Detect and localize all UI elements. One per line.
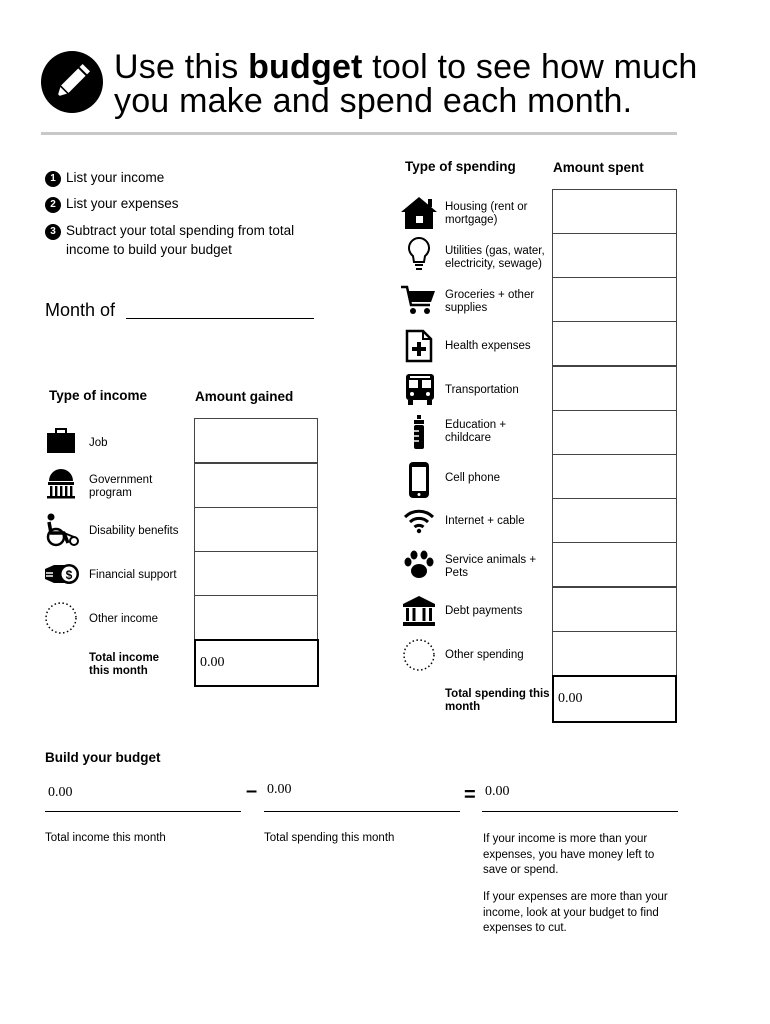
spending-label-transportation: Transportation [445, 384, 519, 396]
spending-label-pets: Service animals + Pets [445, 554, 537, 579]
wifi-icon [403, 508, 435, 534]
budget-income-value[interactable]: 0.00 [48, 785, 73, 800]
page-title: Use this budget tool to see how much you make and spend each month. [114, 48, 698, 120]
step-1: 1 List your income [45, 168, 320, 187]
shopping-cart-icon [400, 285, 436, 317]
bank-icon [402, 595, 436, 627]
income-amount-government[interactable] [194, 463, 318, 508]
spending-label-other: Other spending [445, 649, 524, 661]
spending-label-utilities: Utilities (gas, water, electricity, sewage) [445, 245, 545, 270]
spending-amount-transportation[interactable] [552, 366, 677, 411]
spending-amount-housing[interactable] [552, 189, 677, 234]
budget-spending-value[interactable]: 0.00 [267, 782, 292, 797]
hand-money-icon [44, 561, 80, 587]
spending-amount-header: Amount spent [553, 160, 644, 175]
spending-amount-groceries[interactable] [552, 277, 677, 322]
spending-label-groceries: Groceries + other supplies [445, 289, 535, 314]
budget-spending-line [264, 811, 460, 812]
budget-note-deficit: If your expenses are more than your income, look at your budget to find expenses to cut. [483, 891, 668, 934]
spending-amount-other[interactable] [552, 631, 677, 676]
income-amount-header: Amount gained [195, 389, 294, 404]
dotted-circle-icon [402, 638, 436, 672]
income-total-box[interactable]: 0.00 [194, 639, 319, 687]
income-label-disability: Disability benefits [89, 525, 179, 537]
step-2: 2 List your expenses [45, 194, 320, 213]
month-of-label: Month of [45, 300, 116, 320]
income-amount-financial-support[interactable] [194, 551, 318, 596]
lightbulb-icon [407, 236, 431, 272]
cell-phone-icon [407, 461, 431, 499]
spending-amount-pets[interactable] [552, 542, 677, 587]
budget-title: Build your budget [45, 750, 161, 765]
bus-icon [404, 372, 436, 406]
dotted-circle-icon [44, 601, 78, 635]
spending-label-health: Health expenses [445, 340, 531, 352]
spending-amount-education[interactable] [552, 410, 677, 455]
spending-amount-health[interactable] [552, 321, 677, 366]
header-divider [41, 132, 677, 135]
minus-sign: – [246, 780, 258, 802]
pencil-logo [41, 51, 103, 113]
spending-label-housing: Housing (rent or mortgage) [445, 201, 528, 226]
budget-result-value[interactable]: 0.00 [485, 784, 510, 799]
medical-document-icon [405, 329, 433, 363]
month-input-line[interactable] [126, 318, 314, 319]
income-label-job: Job [89, 437, 108, 449]
spending-amount-cell-phone[interactable] [552, 454, 677, 499]
spending-amount-internet[interactable] [552, 498, 677, 543]
spending-type-header: Type of spending [405, 159, 516, 174]
spending-label-internet: Internet + cable [445, 515, 525, 527]
income-amount-other[interactable] [194, 595, 318, 640]
paw-icon [403, 549, 435, 581]
step-3: 3 Subtract your total spending from total income to build your budget [45, 221, 320, 259]
income-amount-disability[interactable] [194, 507, 318, 552]
house-icon [400, 196, 438, 230]
income-type-header: Type of income [49, 388, 148, 403]
income-label-other: Other income [89, 613, 159, 625]
budget-spending-caption: Total spending this month [264, 832, 395, 844]
wheelchair-icon [44, 513, 80, 547]
spending-label-cell-phone: Cell phone [445, 472, 500, 484]
svg-text:$: $ [65, 568, 73, 582]
income-label-financial-support: Financial support [89, 569, 177, 581]
income-total-label: Total income this month [89, 652, 160, 677]
income-amount-job[interactable] [194, 418, 318, 463]
spending-total-label: Total spending this month [445, 688, 550, 713]
budget-income-caption: Total income this month [45, 832, 166, 844]
spending-total-box[interactable]: 0.00 [552, 675, 677, 723]
spending-label-debt: Debt payments [445, 605, 523, 617]
briefcase-icon [46, 428, 76, 454]
income-label-government: Government program [89, 474, 153, 499]
government-building-icon [46, 467, 76, 499]
baby-bottle-icon [410, 414, 428, 450]
spending-label-education: Education + childcare [445, 419, 507, 444]
pencil-icon [41, 51, 103, 113]
budget-result-line [482, 811, 678, 812]
budget-note-surplus: If your income is more than your expenses, you have money left to save or spend. [483, 833, 655, 876]
equals-sign: = [464, 784, 476, 806]
spending-amount-utilities[interactable] [552, 233, 677, 278]
spending-amount-debt[interactable] [552, 587, 677, 632]
budget-income-line [45, 811, 241, 812]
